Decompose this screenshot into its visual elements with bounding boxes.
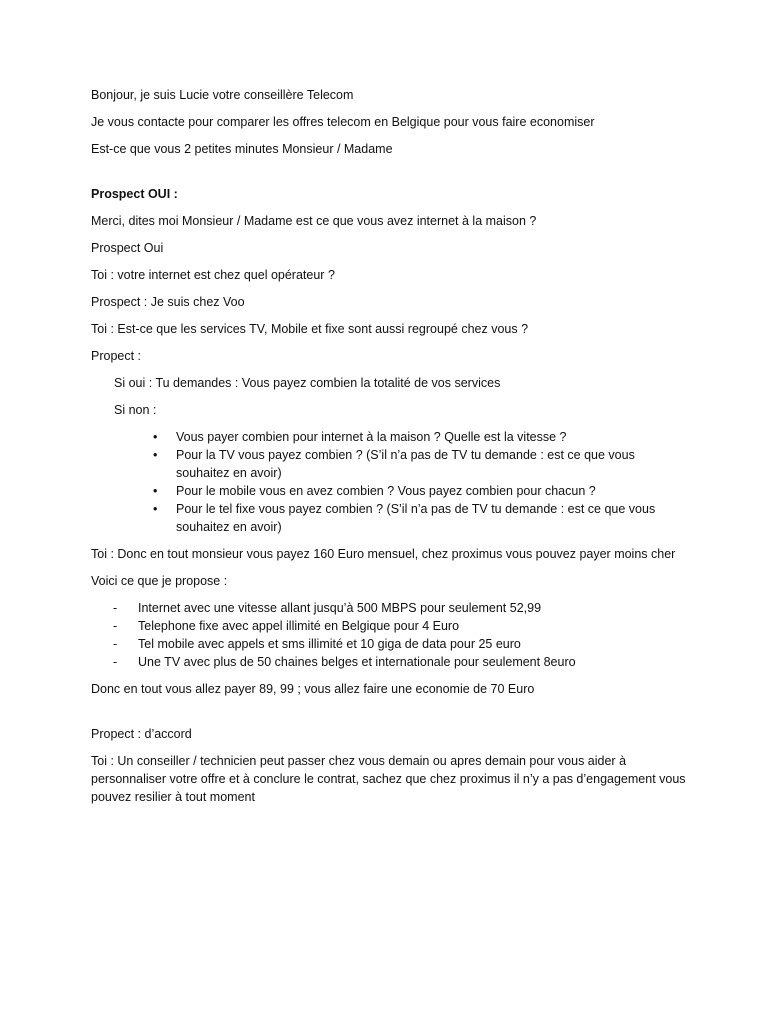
list-item xyxy=(91,653,691,671)
offers-list xyxy=(91,599,691,671)
intro-greeting: Bonjour, je suis Lucie votre conseillère Telecom xyxy=(91,88,354,102)
bullet-icon: • xyxy=(153,430,158,444)
list-item xyxy=(91,617,691,635)
intro-question: Est-ce que vous 2 petites minutes Monsieur / Madame xyxy=(91,142,393,156)
intro-purpose: Je vous contacte pour comparer les offres telecom en Belgique pour vous faire economiser xyxy=(91,115,595,129)
si-oui-line: Si oui : Tu demandes : Vous payez combien la totalité de vos services xyxy=(114,376,501,390)
total-statement: Toi : Donc en tout monsieur vous payez 160 Euro mensuel, chez proximus vous pouvez payer moins cher xyxy=(91,547,676,561)
document-page xyxy=(91,86,691,815)
closing-statement: Toi : Un conseiller / technicien peut passer chez vous demain ou apres demain pour vous aider à personnaliser votre offre et à conclure le contrat, sachez que chez proximus il n’y a pas d’engagement vous pouvez resilier à tout moment xyxy=(91,754,686,804)
dialogue-line: Propect : xyxy=(91,349,142,363)
list-item xyxy=(91,482,691,500)
bullet-icon: • xyxy=(153,502,158,516)
dialogue-line: Merci, dites moi Monsieur / Madame est ce que vous avez internet à la maison ? xyxy=(91,214,537,228)
blank-line xyxy=(91,707,691,725)
list-item xyxy=(91,500,691,536)
dialogue-line: Toi : votre internet est chez quel opérateur ? xyxy=(91,268,335,282)
dialogue-line: Prospect Oui xyxy=(91,241,164,255)
section-heading: Prospect OUI : xyxy=(91,187,178,201)
dash-icon: - xyxy=(113,655,118,669)
list-item-text: Vous payer combien pour internet à la maison ? Quelle est la vitesse ? xyxy=(176,430,567,444)
list-item-text: Pour le tel fixe vous payez combien ? (S’il n’a pas de TV tu demande : est ce que vous souhaitez en avoir) xyxy=(176,502,656,534)
list-item-text: Tel mobile avec appels et sms illimité et 10 giga de data pour 25 euro xyxy=(138,637,521,651)
questions-list xyxy=(91,428,691,536)
list-item-text: Une TV avec plus de 50 chaines belges et internationale pour seulement 8euro xyxy=(138,655,576,669)
dialogue-line: Toi : Est-ce que les services TV, Mobile et fixe sont aussi regroupé chez vous ? xyxy=(91,322,529,336)
dialogue-line: Prospect : Je suis chez Voo xyxy=(91,295,245,309)
summary-line: Donc en tout vous allez payer 89, 99 ; vous allez faire une economie de 70 Euro xyxy=(91,682,535,696)
list-item xyxy=(91,599,691,617)
list-item-text: Telephone fixe avec appel illimité en Belgique pour 4 Euro xyxy=(138,619,460,633)
list-item-text: Pour le mobile vous en avez combien ? Vous payez combien pour chacun ? xyxy=(176,484,596,498)
dash-icon: - xyxy=(113,601,118,615)
list-item xyxy=(91,428,691,446)
si-non-line: Si non : xyxy=(114,403,157,417)
prospect-agree: Propect : d’accord xyxy=(91,727,192,741)
list-item-text: Pour la TV vous payez combien ? (S’il n’a pas de TV tu demande : est ce que vous souhaitez en avoir) xyxy=(176,448,635,480)
proposal-intro: Voici ce que je propose : xyxy=(91,574,228,588)
dash-icon: - xyxy=(113,619,118,633)
list-item xyxy=(91,446,691,482)
bullet-icon: • xyxy=(153,484,158,498)
list-item-text: Internet avec une vitesse allant jusqu’à 500 MBPS pour seulement 52,99 xyxy=(138,601,542,615)
blank-line xyxy=(91,167,691,185)
bullet-icon: • xyxy=(153,448,158,462)
dash-icon: - xyxy=(113,637,118,651)
list-item xyxy=(91,635,691,653)
